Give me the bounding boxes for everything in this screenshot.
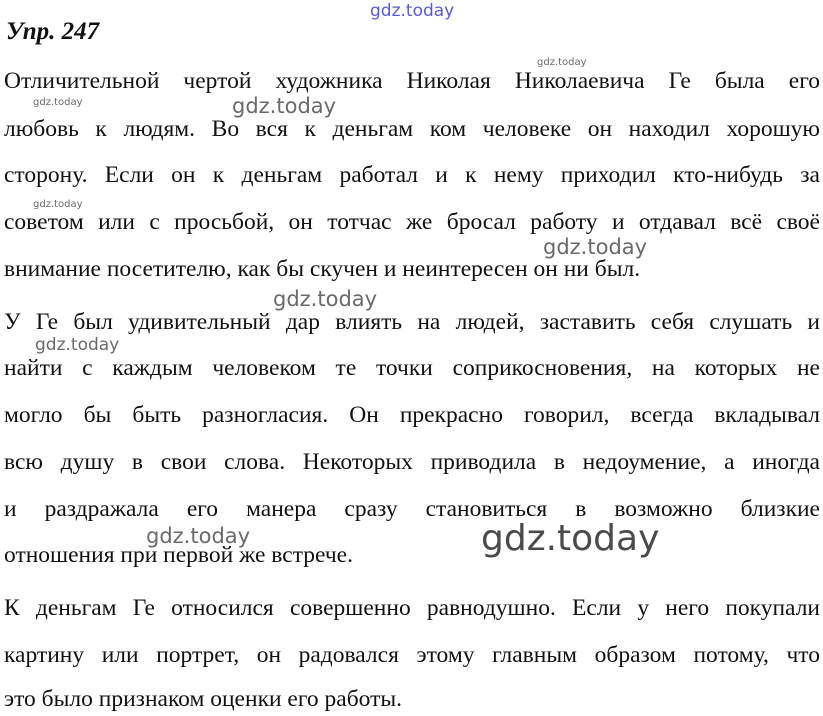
paragraph-2-line-3: могло бы быть разногласия. Он прекрасно говорил, всегда вкладывал xyxy=(4,402,820,428)
paragraph-1-line-3: сторону. Если он к деньгам работал и к нему приходил кто-нибудь за xyxy=(4,162,820,188)
paragraph-2-line-4: всю душу в свои слова. Некоторых приводила в недоумение, а иногда xyxy=(4,449,820,475)
watermark-small-1: gdz.today xyxy=(537,57,587,68)
exercise-heading: Упр. 247 xyxy=(6,18,100,45)
paragraph-2-line-5: и раздражала его манера сразу становиться в возможно близкие xyxy=(4,496,820,522)
paragraph-1-line-1: Отличительной чертой художника Николая Николаевича Ге была его xyxy=(4,68,820,94)
paragraph-2-line-2: найти с каждым человеком те точки соприкосновения, на которых не xyxy=(4,355,820,381)
watermark-large: gdz.today xyxy=(481,518,660,559)
paragraph-1-line-5: внимание посетителю, как бы скучен и неинтересен он ни был. xyxy=(4,256,641,282)
paragraph-1-line-4: советом или с просьбой, он тотчас же бросал работу и отдавал всё своё xyxy=(4,209,820,235)
paragraph-3-line-1: К деньгам Ге относился совершенно равнодушно. Если у него покупали xyxy=(4,595,820,621)
paragraph-3-line-2: картину или портрет, он радовался этому главным образом потому, что xyxy=(4,642,820,668)
paragraph-2-line-1: У Ге был удивительный дар влиять на людей, заставить себя слушать и xyxy=(4,309,820,335)
watermark-medium-4: gdz.today xyxy=(35,335,120,355)
watermark-medium-5: gdz.today xyxy=(146,524,251,548)
watermark-small-2: gdz.today xyxy=(33,97,83,108)
paragraph-3-line-3: это было признаком оценки его работы. xyxy=(4,686,403,712)
paragraph-2-line-6: отношения при первой же встрече. xyxy=(4,542,353,568)
watermark-medium-2: gdz.today xyxy=(543,235,648,259)
watermark-small-3: gdz.today xyxy=(33,199,83,210)
watermark-top: gdz.today xyxy=(370,1,455,21)
paragraph-1-line-2: любовь к людям. Во вся к деньгам ком человеке он находил хорошую xyxy=(4,116,820,142)
watermark-medium-1: gdz.today xyxy=(232,94,337,118)
watermark-medium-3: gdz.today xyxy=(273,287,378,311)
